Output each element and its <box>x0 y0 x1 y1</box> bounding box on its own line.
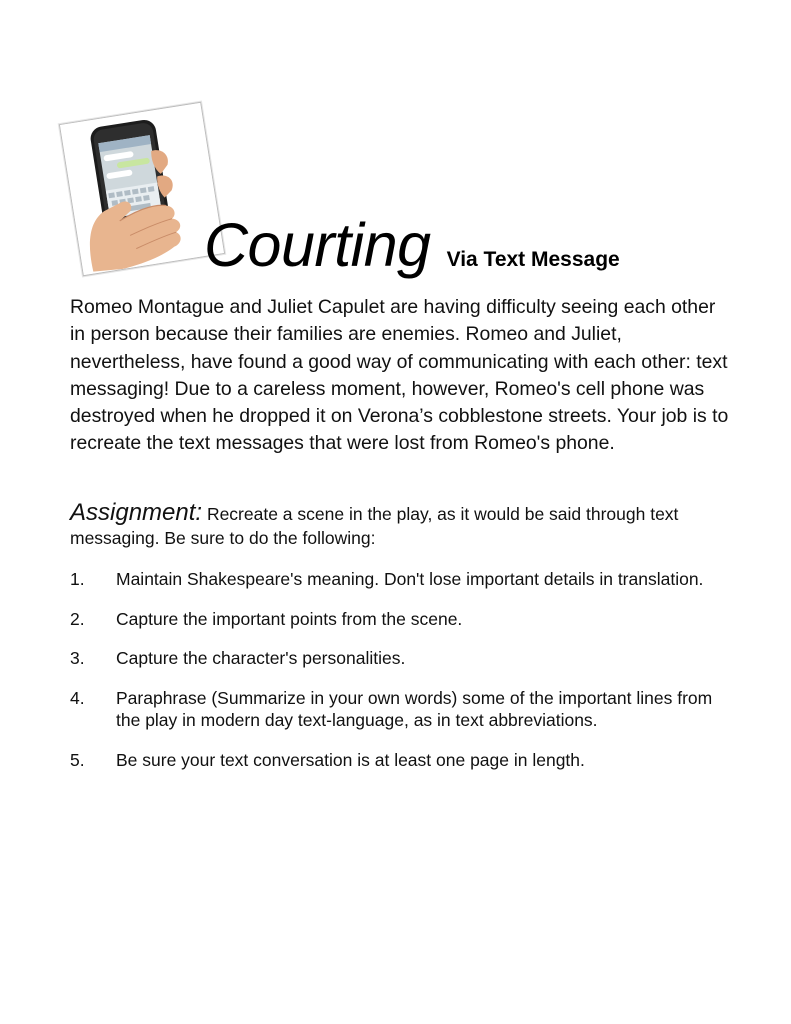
assignment-heading: Assignment: <box>70 499 203 526</box>
list-item-text: Capture the important points from the scene. <box>116 608 463 629</box>
list-item-number: 5. <box>70 749 85 770</box>
list-item-text: Paraphrase (Summarize in your own words) some of the important lines from the play in modern day text-language, as in text abbreviations. <box>116 687 713 730</box>
list-item-number: 3. <box>70 648 85 668</box>
list-item-number: 2. <box>70 608 85 629</box>
list-item-number: 4. <box>70 687 85 708</box>
list-item <box>70 568 730 591</box>
hand-holding-phone-image <box>59 102 225 277</box>
list-item <box>70 647 730 670</box>
assignment-text: Recreate a scene in the play, as it would be said through text messaging. Be sure to do the following: <box>70 504 679 548</box>
list-item <box>70 687 730 732</box>
list-item-number: 1. <box>70 569 85 589</box>
assignment-paragraph <box>70 501 730 550</box>
document-title <box>204 210 620 280</box>
list-item <box>70 749 730 772</box>
intro-paragraph: Romeo Montague and Juliet Capulet are having difficulty seeing each other in person because their families are enemies. Romeo and Juliet, nevertheless, have found a good way of communicating with each other: text messaging! Due to a careless moment, however, Romeo's cell phone was destroyed when he dropped it on Verona’s cobblestone streets. Your job is to recreate the text messages that were lost from Romeo's phone. <box>70 296 729 455</box>
list-item <box>70 608 730 631</box>
title-main: Courting <box>204 211 431 279</box>
list-item-text: Maintain Shakespeare's meaning. Don't lose important details in translation. <box>116 569 704 589</box>
task-list <box>70 568 730 788</box>
title-subtitle: Via Text Message <box>446 248 620 271</box>
list-item-text: Capture the character's personalities. <box>116 648 406 668</box>
list-item-text: Be sure your text conversation is at least one page in length. <box>116 749 585 770</box>
